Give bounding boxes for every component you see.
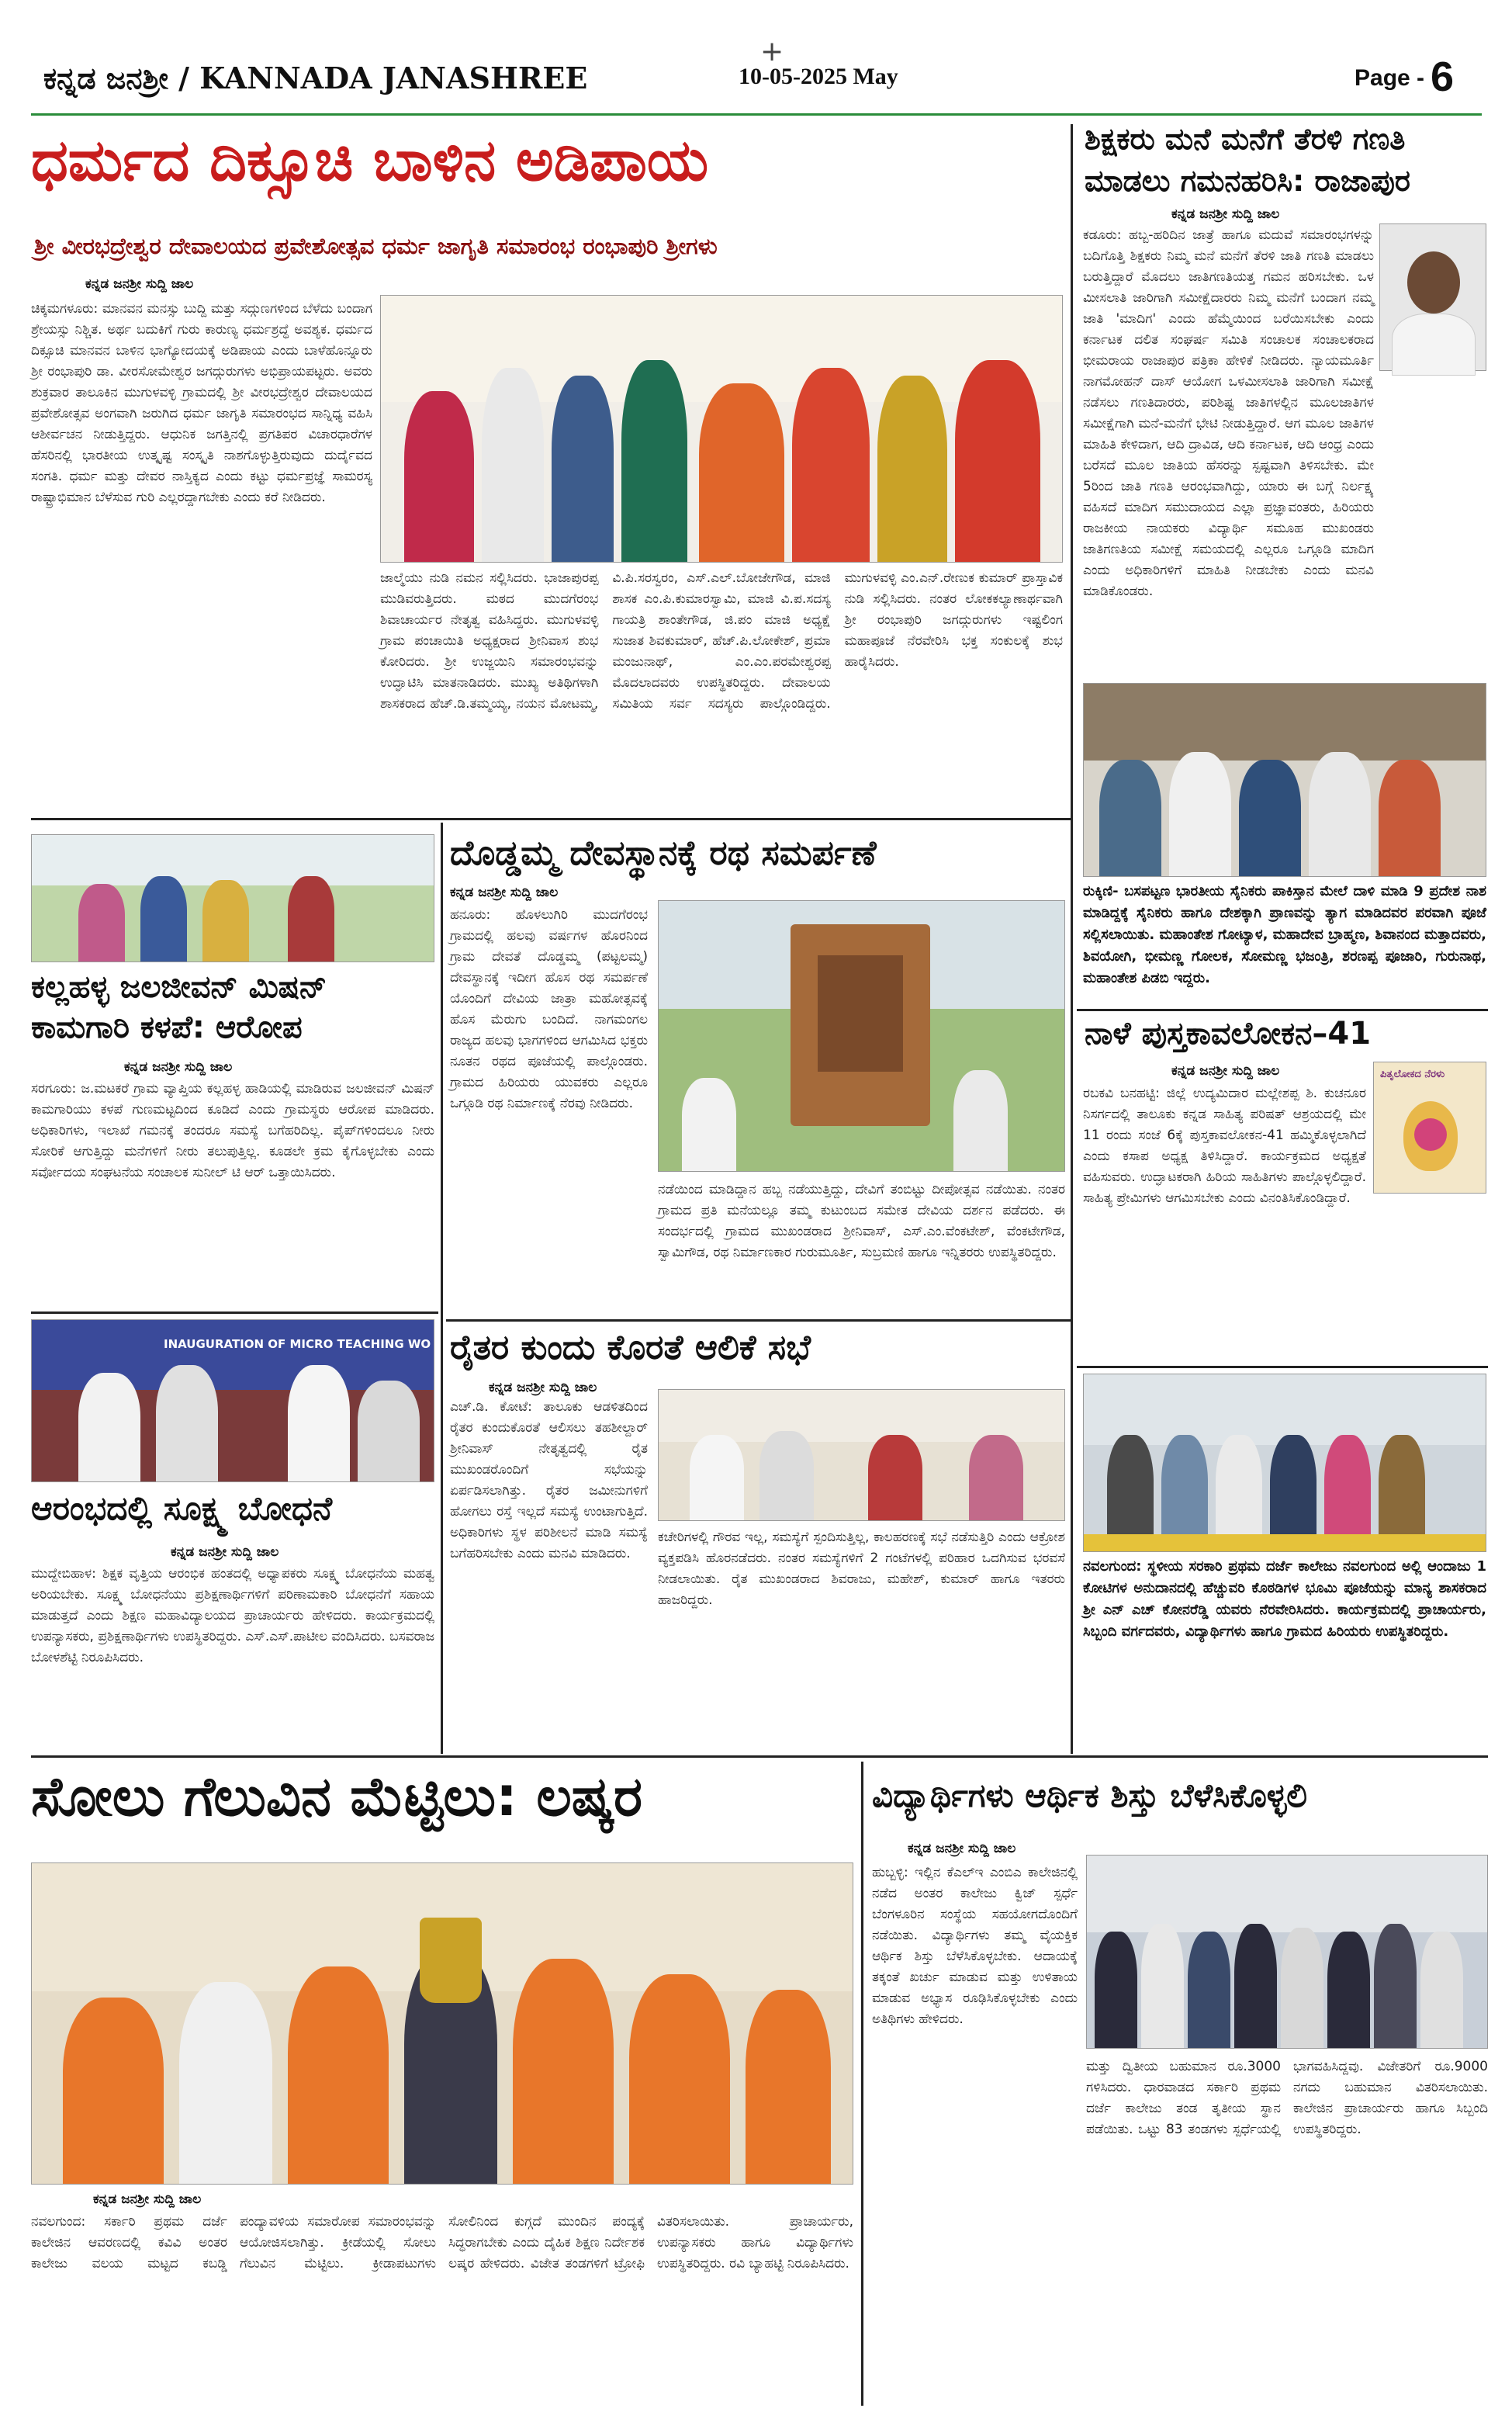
college-caption: ನವಲಗುಂದ: ಸ್ಥಳೀಯ ಸರಕಾರಿ ಪ್ರಥಮ ದರ್ಜೆ ಕಾಲೇಜು ನವಲಗುಂದ ಅಲ್ಲಿ ಆಂದಾಜು 1 ಕೋಟಿಗಳ ಅನುದಾನದಲ್ಲಿ ಹೆಚ್ಚುವರಿ ಕೊಠಡಿಗಳ ಭೂಮಿ ಪೂಜೆಯನ್ನು ಮಾನ್ಯ ಶಾಸಕರಾದ ಶ್ರೀ ಎನ್ ಎಚ್ ಕೋನರೆಡ್ಡಿ ಯವರು ನೆರವೇರಿಸಿದರು. ಕಾರ್ಯಕ್ರಮದಲ್ಲಿ ಪ್ರಾಚಾರ್ಯರು, ಸಿಬ್ಬಂದಿ ವರ್ಗದವರು, ವಿದ್ಯಾರ್ಥಿಗಳು ಹಾಗೂ ಗ್ರಾಮದ ಹಿರಿಯರು ಉಪಸ್ಥಿತರಿದ್ದರು. bbox=[1083, 1558, 1486, 1640]
bottom-column-divider bbox=[861, 1762, 863, 2406]
book-review-byline: ಕನ್ನಡ ಜನಶ್ರೀ ಸುದ್ದಿ ಜಾಲ bbox=[1171, 1063, 1280, 1079]
microteaching-banner: INAUGURATION OF MICRO TEACHING WO bbox=[164, 1337, 431, 1351]
section-divider bbox=[31, 818, 1071, 820]
victory-body: ನವಲಗುಂದ: ಸರ್ಕಾರಿ ಪ್ರಥಮ ದರ್ಜೆ ಕಾಲೇಜಿನ ಆವರಣದಲ್ಲಿ ಕವಿವಿ ಅಂತರ ಕಾಲೇಜು ವಲಯ ಮಟ್ಟದ ಕಬಡ್ಡಿ ಪಂದ್ಯಾವಳಿಯ ಸಮಾರೋಪ ಸಮಾರಂಭವನ್ನು ಆಯೋಜಿಸಲಾಗಿತ್ತು. ಕ್ರೀಡೆಯಲ್ಲಿ ಸೋಲು ಗೆಲುವಿನ ಮೆಟ್ಟಿಲು. ಕ್ರೀಡಾಪಟುಗಳು ಸೋಲಿನಿಂದ ಕುಗ್ಗದೆ ಮುಂದಿನ ಪಂದ್ಯಕ್ಕೆ ಸಿದ್ಧರಾಗಬೇಕು ಎಂದು ದೈಹಿಕ ಶಿಕ್ಷಣ ನಿರ್ದೇಶಕ ಲಷ್ಕರ ಹೇಳಿದರು. ವಿಜೇತ ತಂಡಗಳಿಗೆ ಟ್ರೋಫಿ ವಿತರಿಸಲಾಯಿತು. ಪ್ರಾಚಾರ್ಯರು, ಉಪನ್ಯಾಸಕರು ಹಾಗೂ ವಿದ್ಯಾರ್ಥಿಗಳು ಉಪಸ್ಥಿತರಿದ್ದರು. ರವಿ ಬ್ಯಾಹಟ್ಟಿ ನಿರೂಪಿಸಿದರು. bbox=[31, 2214, 853, 2271]
census-body: ಕಡೂರು: ಹಬ್ಬ-ಹರಿದಿನ ಜಾತ್ರೆ ಹಾಗೂ ಮದುವೆ ಸಮಾರಂಭಗಳನ್ನು ಬದಿಗೊತ್ತಿ ಶಿಕ್ಷಕರು ನಿಮ್ಮ ಮನೆ ಮನೆಗೆ ತೆರಳಿ ಜಾತಿ ಗಣತಿ ಮಾಡಲು ಬರುತ್ತಿದ್ದಾರೆ ಮೊದಲು ಜಾತಿಗಣತಿಯತ್ತ ಗಮನ ಹರಿಸಬೇಕು. ಒಳ ಮೀಸಲಾತಿ ಜಾರಿಗಾಗಿ ಸಮೀಕ್ಷೆದಾರರು ನಿಮ್ಮ ಮನೆಗೆ ಬಂದಾಗ ನಮ್ಮ ಜಾತಿ 'ಮಾದಿಗ' ಎಂದು ಹೆಮ್ಮೆಯಿಂದ ಬರೆಯಿಸಬೇಕು ಎಂದು ಕರ್ನಾಟಕ ದಲಿತ ಸಂಘರ್ಷ ಸಮಿತಿ ಸಂಚಾಲಕ ಸಂಚಾಲಕರಾದ ಭೀಮರಾಯ ರಾಜಾಪುರ ಪತ್ರಿಕಾ ಹೇಳಿಕೆ ನೀಡಿದರು. ನ್ಯಾಯಮೂರ್ತಿ ನಾಗಮೋಹನ್ ದಾಸ್ ಆಯೋಗ ಒಳಮೀಸಲಾತಿ ಜಾರಿಗಾಗಿ ಸಮೀಕ್ಷೆ ನಡೆಸಲು ಗಣತಿದಾರರು, ಪರಿಶಿಷ್ಟ ಜಾತಿಗಳಲ್ಲಿನ ಮೂಲಜಾತಿಗಳ ಸಮೀಕ್ಷೆಗಾಗಿ ಮನೆ-ಮನೆಗೆ ಭೇಟಿ ನೀಡುತ್ತಿದ್ದಾರೆ. ಆಗ ಮೂಲ ಜಾತಿಗಳ ಮಾಹಿತಿ ಕೇಳಿದಾಗ, ಆದಿ ದ್ರಾವಿಡ, ಆದಿ ಕರ್ನಾಟಕ, ಆದಿ ಆಂಧ್ರ ಎಂದು ಬರೆಸದೆ ಮೂಲ ಜಾತಿಯ ಹೆಸರನ್ನು ಸ್ಪಷ್ಟವಾಗಿ ತಿಳಿಸಬೇಕು. ಮೇ 5ರಿಂದ ಜಾತಿ ಗಣತಿ ಆರಂಭವಾಗಿದ್ದು, ಯಾರು ಈ ಬಗ್ಗೆ ನಿರ್ಲಕ್ಷ್ಯ ವಹಿಸದೆ ಮಾದಿಗ ಸಮುದಾಯದ ಎಲ್ಲಾ ಪ್ರಜ್ಞಾವಂತರು, ಹಿರಿಯರು ರಾಜಕೀಯ ನಾಯಕರು ವಿದ್ಯಾರ್ಥಿ ಸಮೂಹ ಮುಖಂಡರು ಜಾತಿಗಣತಿಯ ಸಮೀಕ್ಷೆ ಸಮಯದಲ್ಲಿ ಎಲ್ಲರೂ ಒಗ್ಗೂಡಿ ಮಾದಿಗ ಎಂದು ಅಧಿಕಾರಿಗಳಿಗೆ ಮಾಹಿತಿ ನೀಡಬೇಕು ಎಂದು ಮನವಿ ಮಾಡಿಕೊಂಡರು. bbox=[1083, 227, 1374, 599]
left-divider-1 bbox=[31, 1312, 438, 1314]
students-headline: ವಿದ್ಯಾರ್ಥಿಗಳು ಆರ್ಥಿಕ ಶಿಸ್ತು ಬೆಳೆಸಿಕೊಳ್ಳಲಿ bbox=[872, 1776, 1307, 1814]
bottom-section-divider bbox=[31, 1755, 1488, 1758]
registration-mark: + bbox=[760, 36, 784, 68]
soldiers-caption: ರುಕ್ಕಿಣಿ- ಬಸಪಟ್ಟಣ ಭಾರತೀಯ ಸೈನಿಕರು ಪಾಕಿಸ್ತಾನ ಮೇಲೆ ದಾಳಿ ಮಾಡಿ 9 ಪ್ರದೇಶ ನಾಶ ಮಾಡಿದ್ದಕ್ಕೆ ಸೈನಿಕರು ಹಾಗೂ ದೇಶಕ್ಕಾಗಿ ಪ್ರಾಣವನ್ನು ತ್ಯಾಗ ಮಾಡಿದವರ ಪರವಾಗಿ ಪೂಜೆ ಸಲ್ಲಿಸಲಾಯಿತು. ಮಹಾಂತೇಶ ಗೋಟ್ಯಾಳ, ಮಹಾದೇವ ಬ್ರಾಹ್ಮಣ, ಶಿವಾನಂದ ಮತ್ತಾದವರು, ಶಿವಯೋಗಿ, ಭೀಮಣ್ಣ ಗೋಲಕ, ಸೋಮಣ್ಣ ಭಜಂತ್ರಿ, ಶರಣಪ್ಪ ಪೂಜಾರಿ, ಗುರುನಾಥ, ಮಹಾಂತೇಶ ಪಿಡಬಿ ಇದ್ದರು. bbox=[1083, 883, 1486, 986]
microteaching-byline: ಕನ್ನಡ ಜನಶ್ರೀ ಸುದ್ದಿ ಜಾಲ bbox=[171, 1544, 279, 1560]
portrait-photo bbox=[1379, 223, 1486, 371]
main-article-continued: ಜಾಲ್ಮೆಯು ನುಡಿ ನಮನ ಸಲ್ಲಿಸಿದರು. ಭಾಜಾಪುರಪ್ಪ ಮುಡಿವರುತ್ತಿದರು. ಮಠದ ಮುದಗೆರಂಭ ಶಿವಾಚಾರ್ಯರ ನೇತೃತ್ವ ವಹಿಸಿದ್ದರು. ಮುಗುಳವಳ್ಳಿ ಗ್ರಾಮ ಪಂಚಾಯಿತಿ ಅಧ್ಯಕ್ಷರಾದ ಶ್ರೀನಿವಾಸ ಶುಭ ಕೋರಿದರು. ಶ್ರೀ ಉಜ್ಜಯಿನಿ ಸಮಾರಂಭವನ್ನು ಉದ್ಘಾಟಿಸಿ ಮಾತನಾಡಿದರು. ಮುಖ್ಯ ಅತಿಥಿಗಳಾಗಿ ಶಾಸಕರಾದ ಹೆಚ್.ಡಿ.ತಮ್ಮಯ್ಯ, ನಯನ ಮೋಟಮ್ಮ, ವಿ.ಪಿ.ಸರಸ್ವರಂ, ಎಸ್.ಎಲ್.ಬೋಜೇಗೌಡ, ಮಾಜಿ ಶಾಸಕ ಎಂ.ಪಿ.ಕುಮಾರಸ್ವಾಮಿ, ಮಾಜಿ ವಿ.ಪ.ಸದಸ್ಯ ಗಾಯತ್ರಿ ಶಾಂತೇಗೌಡ, ಜಿ.ಪಂ ಮಾಜಿ ಅಧ್ಯಕ್ಷೆ ಸುಜಾತ ಶಿವಕುಮಾರ್, ಹೆಚ್.ಪಿ.ಲೋಕೇಶ್, ಪ್ರಮಾ ಮಂಜುನಾಥ್, ಎಂ.ಎಂ.ಪರಮೇಶ್ವರಪ್ಪ ಮೊದಲಾದವರು ಉಪಸ್ಥಿತರಿದ್ದರು. ದೇವಾಲಯ ಸಮಿತಿಯ ಸರ್ವ ಸದಸ್ಯರು ಪಾಲ್ಗೊಂಡಿದ್ದರು. ಮುಗುಳವಳ್ಳಿ ಎಂ.ಎನ್.ರೇಣುಕ ಕುಮಾರ್ ಪ್ರಾಸ್ತಾವಿಕ ನುಡಿ ಸಲ್ಲಿಸಿದರು. ನಂತರ ಲೋಕಕಲ್ಯಾಣಾರ್ಥವಾಗಿ ಶ್ರೀ ರಂಭಾಪುರಿ ಜಗದ್ಗುರುಗಳು ಇಷ್ಟಲಿಂಗ ಮಹಾಪೂಜೆ ನೆರವೇರಿಸಿ ಭಕ್ತ ಸಂಕುಲಕ್ಕೆ ಶುಭ ಹಾರೈಸಿದರು. bbox=[380, 570, 1063, 712]
farmers-headline: ರೈತರ ಕುಂದು ಕೊರತೆ ಆಲಿಕೆ ಸಭೆ bbox=[450, 1328, 811, 1367]
masthead-rule bbox=[31, 113, 1482, 116]
students-group-photo bbox=[1086, 1855, 1488, 2049]
college-photo bbox=[1083, 1374, 1486, 1552]
page-number: 6 bbox=[1431, 54, 1455, 100]
column-divider bbox=[1071, 124, 1073, 1754]
water-body: ಸರಗೂರು: ಜ.ಮಟಕರೆ ಗ್ರಾಮ ವ್ಯಾಪ್ತಿಯ ಕಲ್ಲಹಳ್ಳ ಹಾಡಿಯಲ್ಲಿ ಮಾಡಿರುವ ಜಲಜೀವನ್ ಮಿಷನ್ ಕಾಮಗಾರಿಯು ಕಳಪೆ ಗುಣಮಟ್ಟದಿಂದ ಕೂಡಿದೆ ಎಂದು ಗ್ರಾಮಸ್ಥರು ಆರೋಪ ಮಾಡಿದರು. ಅಧಿಕಾರಿಗಳು, ಇಲಾಖೆ ಗಮನಕ್ಕೆ ತಂದರೂ ಸಮಸ್ಯೆ ಬಗೆಹರಿದಿಲ್ಲ. ಪೈಪ್‌ಗಳಿಂದಲೂ ನೀರು ಸೋರಿಕೆ ಆಗುತ್ತಿದ್ದು ಮನೆಗಳಿಗೆ ನೀರು ತಲುಪುತ್ತಿಲ್ಲ. ಕೂಡಲೇ ಕ್ರಮ ಕೈಗೊಳ್ಳಬೇಕು ಎಂದು ಸರ್ವೋದಯ ಸಂಘಟನೆಯ ಸಂಚಾಲಕ ಸುನೀಲ್ ಟಿ ಆರ್ ಒತ್ತಾಯಿಸಿದರು. bbox=[31, 1081, 434, 1180]
chariot-byline: ಕನ್ನಡ ಜನಶ್ರೀ ಸುದ್ದಿ ಜಾಲ bbox=[450, 885, 559, 900]
chariot-photo bbox=[658, 900, 1065, 1172]
main-subhead: ಶ್ರೀ ವೀರಭದ್ರೇಶ್ವರ ದೇವಾಲಯದ ಪ್ರವೇಶೋತ್ಸವ ಧರ್ಮ ಜಾಗೃತಿ ಸಮಾರಂಭ ರಂಭಾಪುರಿ ಶ್ರೀಗಳು bbox=[34, 233, 718, 259]
farmers-byline: ಕನ್ನಡ ಜನಶ್ರೀ ಸುದ್ದಿ ಜಾಲ bbox=[489, 1380, 597, 1395]
chariot-body-left: ಹನೂರು: ಹೊಳಲುಗಿರಿ ಮುದಗೆರಂಭ ಗ್ರಾಮದಲ್ಲಿ ಹಲವು ವರ್ಷಗಳ ಹೊರನಿಂದ ಗ್ರಾಮ ದೇವತೆ ದೊಡ್ಡಮ್ಮ (ಪಟ್ಟಲಮ್ಮ) ದೇವಸ್ಥಾನಕ್ಕೆ ಇದೀಗ ಹೊಸ ರಥ ಸಮರ್ಪಣೆ ಯೊಂದಿಗೆ ದೇವಿಯ ಜಾತ್ರಾ ಮಹೋತ್ಸವಕ್ಕೆ ಹೊಸ ಮೆರುಗು ಬಂದಿದೆ. ನಾಗಮಂಗಲ ರಾಜ್ಯದ ಹಲವು ಭಾಗಗಳಿಂದ ಆಗಮಿಸಿದ ಭಕ್ತರು ನೂತನ ರಥದ ಪೂಜೆಯಲ್ಲಿ ಪಾಲ್ಗೊಂಡರು. ಗ್ರಾಮದ ಹಿರಿಯರು ಯುವಕರು ಎಲ್ಲರೂ ಒಗ್ಗೂಡಿ ರಥ ನಿರ್ಮಾಣಕ್ಕೆ ನೆರವು ನೀಡಿದರು. bbox=[450, 907, 648, 1111]
farmers-body-right: ಕಚೇರಿಗಳಲ್ಲಿ ಗೌರವ ಇಲ್ಲ, ಸಮಸ್ಯೆಗೆ ಸ್ಪಂದಿಸುತ್ತಿಲ್ಲ, ಕಾಲಹರಣಕ್ಕೆ ಸಭೆ ನಡೆಸುತ್ತಿರಿ ಎಂದು ಆಕ್ರೋಶ ವ್ಯಕ್ತಪಡಿಸಿ ಹೊರನಡೆದರು. ನಂತರ ಸಮಸ್ಯೆಗಳಿಗೆ 2 ಗಂಟೆಗಳಲ್ಲಿ ಪರಿಹಾರ ಒದಗಿಸುವ ಭರವಸೆ ನೀಡಲಾಯಿತು. ರೈತ ಮುಖಂಡರಾದ ಶಿವರಾಜು, ಮಹೇಶ್, ಕುಮಾರ್ ಹಾಗೂ ಇತರರು ಹಾಜರಿದ್ದರು. bbox=[658, 1530, 1065, 1608]
issue-date: 10-05-2025 May bbox=[739, 64, 898, 89]
main-photo-ceremony bbox=[380, 295, 1063, 563]
students-byline: ಕನ್ನಡ ಜನಶ್ರೀ ಸುದ್ದಿ ಜಾಲ bbox=[908, 1841, 1016, 1856]
census-headline-1: ಶಿಕ್ಷಕರು ಮನೆ ಮನೆಗೆ ತೆರಳಿ ಗಣತಿ bbox=[1085, 122, 1406, 156]
book-cover-title: ಪಿತೃಲೋಕದ ನೆರಳು bbox=[1380, 1069, 1445, 1080]
census-headline-2: ಮಾಡಲು ಗಮನಹರಿಸಿ: ರಾಜಾಪುರ bbox=[1085, 164, 1411, 198]
column-divider-left bbox=[441, 823, 443, 1754]
main-byline: ಕನ್ನಡ ಜನಶ್ರೀ ಸುದ್ದಿ ಜಾಲ bbox=[85, 276, 194, 292]
main-headline: ಧರ್ಮದ ದಿಕ್ಸೂಚಿ ಬಾಳಿನ ಅಡಿಪಾಯ bbox=[31, 127, 709, 194]
main-article-body: ಚಿಕ್ಕಮಗಳೂರು: ಮಾನವನ ಮನಸ್ಸು ಬುದ್ದಿ ಮತ್ತು ಸದ್ಗುಣಗಳಿಂದ ಬೆಳೆದು ಬಂದಾಗ ಶ್ರೇಯಸ್ಸು ನಿಶ್ಚಿತ. ಅರ್ಥ ಬದುಕಿಗೆ ಗುರು ಕಾರುಣ್ಯ ಧರ್ಮಶ್ರದ್ಧೆ ಅವಶ್ಯಕ. ಧರ್ಮದ ದಿಕ್ಸೂಚಿ ಮಾನವನ ಬಾಳಿನ ಭಾಗ್ಯೋದಯಕ್ಕೆ ಅಡಿಪಾಯ ಎಂದು ಬಾಳೆಹೊನ್ನೂರು ಶ್ರೀ ರಂಭಾಪುರಿ ಡಾ. ವೀರಸೋಮೇಶ್ವರ ಜಗದ್ಗುರುಗಳು ಅಭಿಪ್ರಾಯಪಟ್ಟರು. ಅವರು ಶುಕ್ರವಾರ ತಾಲೂಕಿನ ಮುಗುಳವಳ್ಳಿ ಗ್ರಾಮದಲ್ಲಿ ಶ್ರೀ ವೀರಭದ್ರೇಶ್ವರ ದೇವಾಲಯದ ಪ್ರವೇಶೋತ್ಸವ ಅಂಗವಾಗಿ ಜರುಗಿದ ಧರ್ಮ ಜಾಗೃತಿ ಸಮಾರಂಭದ ಸಾನ್ನಿಧ್ಯ ವಹಿಸಿ ಆಶೀರ್ವಚನ ನೀಡುತ್ತಿದ್ದರು. ಆಧುನಿಕ ಜಗತ್ತಿನಲ್ಲಿ ಪ್ರಗತಿಪರ ವಿಚಾರಧಾರೆಗಳ ಹೆಸರಿನಲ್ಲಿ ಭಾರತೀಯ ಉತ್ಕೃಷ್ಟ ಸಂಸ್ಕೃತಿ ನಾಶಗೊಳ್ಳುತ್ತಿರುವುದು ದುರ್ದೈವದ ಸಂಗತಿ. ಧರ್ಮ ಮತ್ತು ದೇವರ ನಾಸ್ತಿಕ್ಯದ ಎಂದು ಕಟ್ಟು ಧರ್ಮಪ್ರಜ್ಞೆ ಸಾಮರಸ್ಯ ರಾಷ್ಟ್ರಾಭಿಮಾನ ಬೆಳೆಸುವ ಗುರಿ ಎಲ್ಲರದ್ದಾಗಬೇಕು ಎಂದು ಕರೆ ನೀಡಿದರು. bbox=[31, 301, 372, 505]
book-review-headline: ನಾಳೆ ಪುಸ್ತಕಾವಲೋಕನ–41 bbox=[1085, 1016, 1372, 1052]
water-headline-1: ಕಲ್ಲಹಳ್ಳ ಜಲಜೀವನ್ ಮಿಷನ್ bbox=[31, 969, 327, 1005]
chariot-headline: ದೊಡ್ಡಮ್ಮ ದೇವಸ್ಥಾನಕ್ಕೆ ರಥ ಸಮರ್ಪಣೆ bbox=[450, 833, 877, 873]
victory-byline: ಕನ್ನಡ ಜನಶ್ರೀ ಸುದ್ದಿ ಜಾಲ bbox=[93, 2192, 202, 2207]
students-body-right: ಮತ್ತು ದ್ವಿತೀಯ ಬಹುಮಾನ ರೂ.3000 ಗಳಿಸಿದರು. ಧಾರವಾಡದ ಸರ್ಕಾರಿ ಪ್ರಥಮ ದರ್ಜೆ ಕಾಲೇಜು ತಂಡ ತೃತೀಯ ಸ್ಥಾನ ಪಡೆಯಿತು. ಒಟ್ಟು 83 ತಂಡಗಳು ಸ್ಪರ್ಧೆಯಲ್ಲಿ ಭಾಗವಹಿಸಿದ್ದವು. ವಿಜೇತರಿಗೆ ರೂ.9000 ನಗದು ಬಹುಮಾನ ವಿತರಿಸಲಾಯಿತು. ಕಾಲೇಜಿನ ಪ್ರಾಚಾರ್ಯರು ಹಾಗೂ ಸಿಬ್ಬಂದಿ ಉಪಸ್ಥಿತರಿದ್ದರು. bbox=[1086, 2059, 1488, 2137]
chariot-body-right: ನಡೆಯಿಂದ ಮಾಡಿದ್ದಾನ ಹಬ್ಬ ನಡೆಯುತ್ತಿದ್ದು, ದೇವಿಗೆ ತಂಬಿಟ್ಟು ದೀಪೋತ್ಸವ ನಡೆಯಿತು. ನಂತರ ಗ್ರಾಮದ ಪ್ರತಿ ಮನೆಯಲ್ಲೂ ತಮ್ಮ ಕುಟುಂಬದ ಸಮೇತ ದೇವಿಯ ದರ್ಶನ ಪಡೆದರು. ಈ ಸಂದರ್ಭದಲ್ಲಿ ಗ್ರಾಮದ ಮುಖಂಡರಾದ ಶ್ರೀನಿವಾಸ್, ಎಸ್.ಎಂ.ವೆಂಕಟೇಶ್, ವೆಂಕಟೇಗೌಡ, ಸ್ವಾಮಿಗೌಡ, ರಥ ನಿರ್ಮಾಣಕಾರ ಗುರುಮೂರ್ತಿ, ಸುಬ್ರಮಣಿ ಹಾಗೂ ಇನ್ನಿತರರು ಉಪಸ್ಥಿತರಿದ್ದರು. bbox=[658, 1182, 1065, 1260]
students-body-left: ಹುಬ್ಬಳ್ಳಿ: ಇಲ್ಲಿನ ಕೆಎಲ್‌ಇ ಎಂಬಿಎ ಕಾಲೇಜಿನಲ್ಲಿ ನಡೆದ ಅಂತರ ಕಾಲೇಜು ಕ್ವಿಜ್ ಸ್ಪರ್ಧೆ ಬೆಂಗಳೂರಿನ ಸಂಸ್ಥೆಯ ಸಹಯೋಗದೊಂದಿಗೆ ನಡೆಯಿತು. ವಿದ್ಯಾರ್ಥಿಗಳು ತಮ್ಮ ವೈಯಕ್ತಿಕ ಆರ್ಥಿಕ ಶಿಸ್ತು ಬೆಳೆಸಿಕೊಳ್ಳಬೇಕು. ಆದಾಯಕ್ಕೆ ತಕ್ಕಂತೆ ಖರ್ಚು ಮಾಡುವ ಮತ್ತು ಉಳಿತಾಯ ಮಾಡುವ ಅಭ್ಯಾಸ ರೂಢಿಸಿಕೊಳ್ಳಬೇಕು ಎಂದು ಅತಿಥಿಗಳು ಹೇಳಿದರು. bbox=[872, 1865, 1078, 2027]
victory-headline: ಸೋಲು ಗೆಲುವಿನ ಮೆಟ್ಟಿಲು: ಲಷ್ಕರ bbox=[31, 1765, 643, 1828]
victory-photo bbox=[31, 1862, 853, 2185]
book-cover-image bbox=[1373, 1062, 1486, 1194]
water-protest-photo bbox=[31, 834, 434, 962]
masthead-title: ಕನ್ನಡ ಜನಶ್ರೀ / KANNADA JANASHREE bbox=[43, 61, 588, 95]
farmers-body-left: ಎಚ್.ಡಿ. ಕೋಟೆ: ತಾಲೂಕು ಆಡಳಿತದಿಂದ ರೈತರ ಕುಂದುಕೊರತೆ ಆಲಿಸಲು ತಹಶೀಲ್ದಾರ್ ಶ್ರೀನಿವಾಸ್ ನೇತೃತ್ವದಲ್ಲಿ ರೈತ ಮುಖಂಡರೊಂದಿಗೆ ಸಭೆಯನ್ನು ಏರ್ಪಡಿಸಲಾಗಿತ್ತು. ರೈತರ ಜಮೀನುಗಳಿಗೆ ಹೋಗಲು ರಸ್ತೆ ಇಲ್ಲದೆ ಸಮಸ್ಯೆ ಉಂಟಾಗುತ್ತಿದೆ. ಅಧಿಕಾರಿಗಳು ಸ್ಥಳ ಪರಿಶೀಲನೆ ಮಾಡಿ ಸಮಸ್ಯೆ ಬಗೆಹರಿಸಬೇಕು ಎಂದು ಮನವಿ ಮಾಡಿದರು. bbox=[450, 1399, 648, 1561]
right-divider-1 bbox=[1077, 1009, 1488, 1011]
soldiers-photo bbox=[1083, 683, 1486, 877]
microteaching-photo bbox=[31, 1319, 434, 1482]
middle-divider bbox=[446, 1319, 1071, 1322]
right-divider-2 bbox=[1077, 1366, 1488, 1368]
farmers-photo bbox=[658, 1389, 1065, 1521]
microteaching-body: ಮುದ್ದೇಬಿಹಾಳ: ಶಿಕ್ಷಕ ವೃತ್ತಿಯ ಆರಂಭಿಕ ಹಂತದಲ್ಲಿ ಅಧ್ಯಾಪಕರು ಸೂಕ್ಷ್ಮ ಬೋಧನೆಯ ಮಹತ್ವ ಅರಿಯಬೇಕು. ಸೂಕ್ಷ್ಮ ಬೋಧನೆಯು ಪ್ರಶಿಕ್ಷಣಾರ್ಥಿಗಳಿಗೆ ಪರಿಣಾಮಕಾರಿ ಬೋಧನೆಗೆ ಸಹಾಯ ಮಾಡುತ್ತದೆ ಎಂದು ಶಿಕ್ಷಣ ಮಹಾವಿದ್ಯಾಲಯದ ಪ್ರಾಚಾರ್ಯರು ಹೇಳಿದರು. ಕಾರ್ಯಕ್ರಮದಲ್ಲಿ ಉಪನ್ಯಾಸಕರು, ಪ್ರಶಿಕ್ಷಣಾರ್ಥಿಗಳು ಉಪಸ್ಥಿತರಿದ್ದರು. ಎಸ್.ಎಸ್.ಪಾಟೀಲ ವಂದಿಸಿದರು. ಬಸವರಾಜ ಬೋಳಶೆಟ್ಟಿ ನಿರೂಪಿಸಿದರು. bbox=[31, 1566, 434, 1665]
water-headline-2: ಕಾಮಗಾರಿ ಕಳಪೆ: ಆರೋಪ bbox=[31, 1010, 303, 1045]
water-byline: ಕನ್ನಡ ಜನಶ್ರೀ ಸುದ್ದಿ ಜಾಲ bbox=[124, 1059, 233, 1075]
microteaching-headline: ಆರಂಭದಲ್ಲಿ ಸೂಕ್ಷ್ಮ ಬೋಧನೆ bbox=[31, 1489, 333, 1527]
census-byline: ಕನ್ನಡ ಜನಶ್ರೀ ಸುದ್ದಿ ಜಾಲ bbox=[1171, 206, 1280, 222]
book-review-body-top: ರಬಕವಿ ಬನಹಟ್ಟಿ: ಜಿಲ್ಲೆ ಉದ್ಯಮಿದಾರ ಮಲ್ಲೇಶಪ್ಪ ಶಿ. ಕುಚನೂರ ನಿಸರ್ಗದಲ್ಲಿ ತಾಲೂಕು ಕನ್ನಡ ಸಾಹಿತ್ಯ ಪರಿಷತ್ ಆಶ್ರಯದಲ್ಲಿ ಮೇ 11 ರಂದು ಸಂಜೆ 6ಕ್ಕೆ ಪುಸ್ತಕಾವಲೋಕನ-41 ಹಮ್ಮಿಕೊಳ್ಳಲಾಗಿದೆ ಎಂದು ಕಸಾಪ ಅಧ್ಯಕ್ಷ ತಿಳಿಸಿದ್ದಾರೆ. ಕಾರ್ಯಕ್ರಮದ ಅಧ್ಯಕ್ಷತೆ ವಹಿಸುವರು. ಉದ್ಘಾಟಕರಾಗಿ ಹಿರಿಯ ಸಾಹಿತಿಗಳು ಪಾಲ್ಗೊಳ್ಳಲಿದ್ದಾರೆ. ಸಾಹಿತ್ಯ ಪ್ರೇಮಿಗಳು ಆಗಮಿಸಬೇಕು ಎಂದು ವಿನಂತಿಸಿಕೊಂಡಿದ್ದಾರೆ. bbox=[1083, 1086, 1366, 1206]
page-label: Page - bbox=[1355, 65, 1425, 91]
